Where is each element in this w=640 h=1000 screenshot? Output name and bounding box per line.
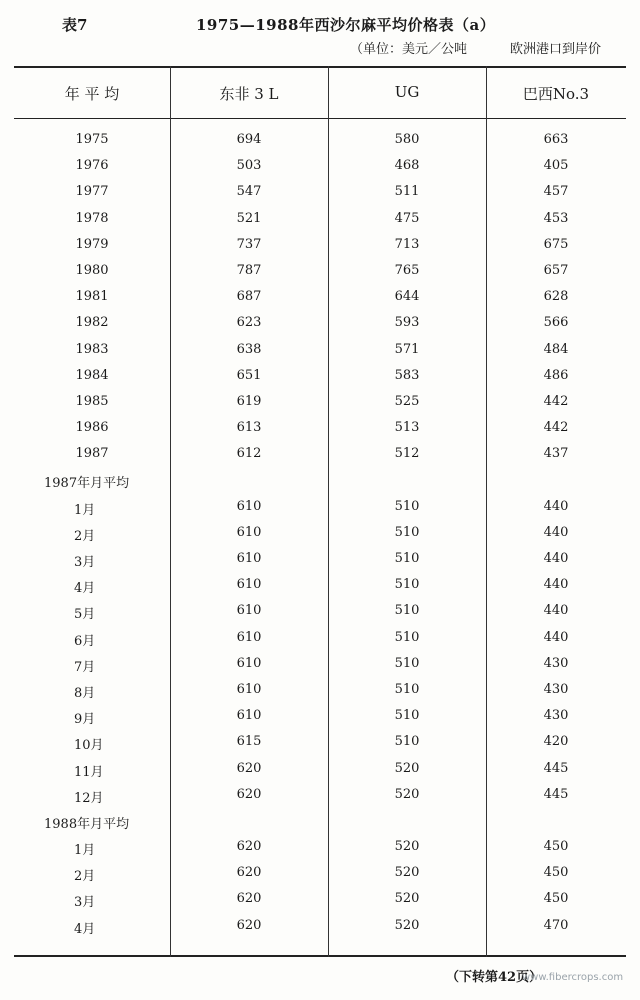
cell-brazil: 405 bbox=[543, 158, 569, 174]
row-label: 1987年月平均 bbox=[44, 476, 130, 492]
cell-ug: 510 bbox=[394, 524, 420, 540]
table-row bbox=[14, 128, 626, 154]
cell-east-africa: 694 bbox=[236, 132, 262, 147]
table-number: 表7 bbox=[62, 16, 88, 34]
table-row bbox=[14, 180, 626, 206]
cell-east-africa: 737 bbox=[236, 236, 262, 252]
table-row bbox=[14, 730, 626, 756]
cell-ug: 510 bbox=[394, 551, 420, 566]
cell-east-africa: 610 bbox=[236, 708, 262, 724]
row-label: 6月 bbox=[74, 633, 96, 649]
cell-ug: 510 bbox=[394, 708, 420, 724]
row-label: 1986 bbox=[75, 420, 109, 436]
table-row bbox=[14, 233, 626, 259]
row-label: 1月 bbox=[74, 502, 96, 518]
cell-brazil: 663 bbox=[543, 132, 569, 147]
cell-ug: 765 bbox=[394, 262, 420, 278]
table-row bbox=[14, 207, 626, 233]
unit-label: （单位：美元／公吨 bbox=[350, 42, 468, 57]
cell-ug: 468 bbox=[394, 158, 420, 174]
cell-brazil: 445 bbox=[543, 786, 569, 802]
table-row bbox=[14, 599, 626, 625]
row-label: 1983 bbox=[75, 341, 109, 357]
header-east-africa: 东非 3 L bbox=[219, 85, 279, 103]
cell-east-africa: 638 bbox=[236, 341, 262, 357]
cell-ug: 520 bbox=[394, 917, 420, 933]
row-label: 1988年月平均 bbox=[44, 816, 130, 832]
cell-east-africa: 620 bbox=[236, 865, 262, 881]
cell-brazil: 470 bbox=[543, 917, 569, 933]
cell-brazil: 420 bbox=[543, 734, 569, 750]
cell-ug: 475 bbox=[394, 210, 420, 226]
cell-east-africa: 610 bbox=[236, 603, 262, 619]
table-title: 1975—1988年西沙尔麻平均价格表（a） bbox=[196, 16, 496, 34]
cell-brazil: 437 bbox=[543, 446, 569, 462]
cell-east-africa: 687 bbox=[236, 289, 262, 305]
table-row bbox=[14, 861, 626, 887]
cell-ug: 510 bbox=[394, 577, 420, 593]
row-label: 2月 bbox=[74, 869, 96, 885]
cell-brazil: 440 bbox=[543, 577, 569, 593]
table-caption bbox=[0, 10, 640, 36]
cell-ug: 593 bbox=[394, 315, 420, 331]
cell-ug: 520 bbox=[394, 786, 420, 802]
cell-ug: 583 bbox=[394, 367, 420, 383]
row-label: 11月 bbox=[74, 764, 104, 780]
section-row bbox=[14, 468, 626, 494]
cell-brazil: 484 bbox=[543, 341, 569, 357]
row-label: 1979 bbox=[75, 236, 109, 252]
cell-east-africa: 610 bbox=[236, 524, 262, 540]
cell-ug: 580 bbox=[394, 132, 420, 147]
table-header-rule bbox=[14, 118, 626, 119]
cell-ug: 644 bbox=[394, 289, 420, 305]
cell-brazil: 440 bbox=[543, 524, 569, 540]
header-year-average: 年 平 均 bbox=[64, 85, 120, 103]
row-label: 8月 bbox=[74, 685, 96, 701]
cell-brazil: 450 bbox=[543, 891, 569, 907]
table-row bbox=[14, 442, 626, 468]
row-label: 7月 bbox=[74, 659, 96, 675]
table-row bbox=[14, 495, 626, 521]
cell-brazil: 440 bbox=[543, 603, 569, 619]
cell-east-africa: 503 bbox=[236, 158, 262, 174]
table-bottom-rule bbox=[14, 955, 626, 957]
row-label: 1984 bbox=[75, 367, 109, 383]
row-label: 3月 bbox=[74, 895, 96, 911]
cell-ug: 511 bbox=[394, 184, 420, 200]
cell-east-africa: 651 bbox=[236, 367, 262, 383]
table-row bbox=[14, 652, 626, 678]
row-label: 1975 bbox=[75, 132, 109, 147]
cell-east-africa: 610 bbox=[236, 577, 262, 593]
table-row bbox=[14, 364, 626, 390]
table-row bbox=[14, 154, 626, 180]
header-brazil: 巴西No.3 bbox=[522, 85, 590, 103]
table-row bbox=[14, 311, 626, 337]
cell-brazil: 430 bbox=[543, 708, 569, 724]
cell-brazil: 566 bbox=[543, 315, 569, 331]
cell-brazil: 628 bbox=[543, 289, 569, 305]
cell-east-africa: 610 bbox=[236, 551, 262, 566]
row-label: 3月 bbox=[74, 555, 96, 570]
cell-ug: 510 bbox=[394, 629, 420, 645]
cell-brazil: 457 bbox=[543, 184, 569, 200]
row-label: 1月 bbox=[74, 843, 96, 859]
cell-ug: 571 bbox=[394, 341, 420, 357]
row-label: 4月 bbox=[74, 581, 96, 597]
cell-ug: 510 bbox=[394, 603, 420, 619]
cell-brazil: 430 bbox=[543, 655, 569, 671]
row-label: 1978 bbox=[75, 210, 109, 226]
cell-ug: 520 bbox=[394, 865, 420, 881]
table-header bbox=[14, 68, 626, 118]
cell-ug: 510 bbox=[394, 655, 420, 671]
cell-ug: 525 bbox=[394, 393, 420, 409]
table-row bbox=[14, 390, 626, 416]
cell-east-africa: 521 bbox=[236, 210, 262, 226]
table-row bbox=[14, 547, 626, 573]
cell-ug: 520 bbox=[394, 839, 420, 855]
table-row bbox=[14, 783, 626, 809]
row-label: 1987 bbox=[75, 446, 109, 462]
row-label: 1980 bbox=[75, 262, 109, 278]
cell-brazil: 450 bbox=[543, 865, 569, 881]
cell-ug: 512 bbox=[394, 446, 420, 462]
cell-brazil: 440 bbox=[543, 551, 569, 566]
cell-brazil: 675 bbox=[543, 236, 569, 252]
cell-east-africa: 610 bbox=[236, 655, 262, 671]
table-row bbox=[14, 259, 626, 285]
cell-east-africa: 620 bbox=[236, 786, 262, 802]
cell-brazil: 430 bbox=[543, 681, 569, 697]
cell-east-africa: 612 bbox=[236, 446, 262, 462]
cell-brazil: 657 bbox=[543, 262, 569, 278]
cell-east-africa: 619 bbox=[236, 393, 262, 409]
cell-brazil: 486 bbox=[543, 367, 569, 383]
table-row bbox=[14, 521, 626, 547]
table-row bbox=[14, 704, 626, 730]
cell-brazil: 442 bbox=[543, 420, 569, 436]
cell-brazil: 453 bbox=[543, 210, 569, 226]
table-row bbox=[14, 573, 626, 599]
cell-brazil: 442 bbox=[543, 393, 569, 409]
header-ug: UG bbox=[394, 83, 420, 101]
cell-ug: 513 bbox=[394, 420, 420, 436]
cell-east-africa: 613 bbox=[236, 420, 262, 436]
cell-east-africa: 610 bbox=[236, 629, 262, 645]
cell-ug: 510 bbox=[394, 734, 420, 750]
section-row bbox=[14, 809, 626, 835]
row-label: 12月 bbox=[74, 790, 104, 806]
table-row bbox=[14, 626, 626, 652]
table-row bbox=[14, 338, 626, 364]
table-row bbox=[14, 678, 626, 704]
row-label: 4月 bbox=[74, 921, 96, 937]
cell-ug: 713 bbox=[394, 236, 420, 252]
cell-east-africa: 610 bbox=[236, 681, 262, 697]
row-label: 2月 bbox=[74, 528, 96, 544]
row-label: 1976 bbox=[75, 158, 109, 174]
row-label: 10月 bbox=[74, 738, 104, 754]
row-label: 1977 bbox=[75, 184, 109, 200]
cell-east-africa: 615 bbox=[236, 734, 262, 750]
table-row bbox=[14, 285, 626, 311]
cell-ug: 520 bbox=[394, 891, 420, 907]
cell-east-africa: 547 bbox=[236, 184, 262, 200]
table-row bbox=[14, 416, 626, 442]
cell-east-africa: 623 bbox=[236, 315, 262, 331]
watermark: www.fibercrops.com bbox=[522, 972, 624, 983]
row-label: 1982 bbox=[75, 315, 109, 331]
cell-brazil: 440 bbox=[543, 498, 569, 514]
cell-east-africa: 610 bbox=[236, 498, 262, 514]
table-row bbox=[14, 914, 626, 940]
cell-ug: 510 bbox=[394, 498, 420, 514]
table-body bbox=[14, 128, 626, 940]
cell-brazil: 450 bbox=[543, 839, 569, 855]
cell-brazil: 445 bbox=[543, 760, 569, 776]
continued-note: （下转第42页） bbox=[446, 970, 543, 985]
cell-ug: 520 bbox=[394, 760, 420, 776]
cell-east-africa: 620 bbox=[236, 839, 262, 855]
table-row bbox=[14, 887, 626, 913]
cell-east-africa: 620 bbox=[236, 891, 262, 907]
row-label: 9月 bbox=[74, 712, 96, 728]
row-label: 1985 bbox=[75, 393, 109, 409]
table-row bbox=[14, 757, 626, 783]
cell-brazil: 440 bbox=[543, 629, 569, 645]
table-row bbox=[14, 835, 626, 861]
row-label: 5月 bbox=[74, 607, 96, 623]
cell-ug: 510 bbox=[394, 681, 420, 697]
price-basis-label: 欧洲港口到岸价 bbox=[510, 42, 602, 57]
cell-east-africa: 620 bbox=[236, 917, 262, 933]
cell-east-africa: 787 bbox=[236, 262, 262, 278]
row-label: 1981 bbox=[75, 289, 109, 305]
cell-east-africa: 620 bbox=[236, 760, 262, 776]
unit-note bbox=[0, 38, 640, 60]
